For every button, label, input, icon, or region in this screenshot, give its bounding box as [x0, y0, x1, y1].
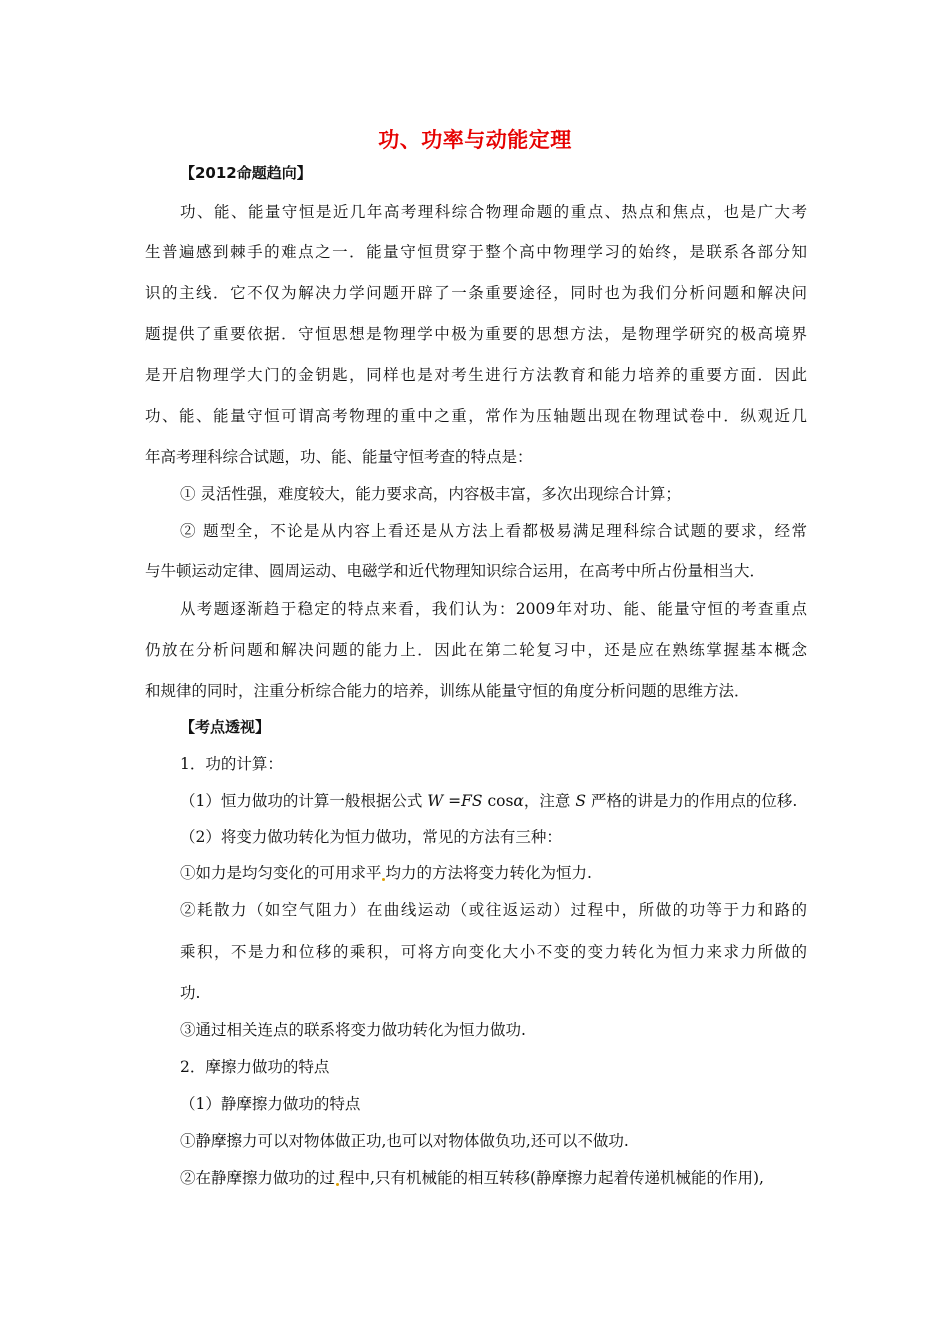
- feature-point-1: ① 灵活性强，难度较大，能力要求高，内容极丰富，多次出现综合计算；: [180, 485, 681, 503]
- item-text: 严格的讲是力的作用点的位移.: [585, 792, 798, 810]
- method-2-cont: 功.: [180, 984, 201, 1002]
- item-text: ，注意: [523, 792, 576, 810]
- method-2: ②耗散力（如空气阻力）在曲线运动（或往返运动）过程中，所做的功等于力和路的: [180, 901, 807, 919]
- item-variable-force: （2）将变力做功转化为恒力做功，常见的方法有三种：: [180, 828, 562, 846]
- paragraph-line: 从考题逐渐趋于稳定的特点来看，我们认为：2009年对功、能、能量守恒的考查重点: [180, 600, 807, 618]
- feature-point-2: ② 题型全，不论是从内容上看还是从方法上看都极易满足理科综合试题的要求，经常: [180, 522, 807, 540]
- section-heading-points: 【考点透视】: [180, 718, 271, 736]
- formula-work: W =FS: [427, 792, 483, 810]
- item-static-friction: （1）静摩擦力做功的特点: [180, 1095, 361, 1113]
- paragraph-line: 识的主线．它不仅为解决力学问题开辟了一条重要途径，同时也为我们分析问题和解决问: [145, 284, 807, 302]
- method-3: ③通过相关连点的联系将变力做功转化为恒力做功.: [180, 1021, 526, 1039]
- static-point-1: ①静摩擦力可以对物体做正功,也可以对物体做负功,还可以不做功.: [180, 1132, 629, 1150]
- paragraph-line: 年高考理科综合试题，功、能、能量守恒考查的特点是：: [145, 448, 533, 466]
- method-1: [180, 863, 592, 883]
- formula-cos: cos: [482, 792, 514, 810]
- feature-point-2-cont: 与牛顿运动定律、圆周运动、电磁学和近代物理知识综合运用，在高考中所占份量相当大．: [145, 562, 766, 580]
- method-text: ①如力是均匀变化的可用求平: [180, 864, 382, 882]
- paragraph-line: 和规律的同时，注重分析综合能力的培养，训练从能量守恒的角度分析问题的思维方法．: [145, 682, 750, 700]
- method-2-cont: 乘积，不是力和位移的乘积，可将方向变化大小不变的变力转化为恒力来求力所做的: [180, 943, 807, 961]
- method-text: 均力的方法将变力转化为恒力.: [385, 864, 592, 882]
- formula-alpha: α: [513, 792, 524, 810]
- symbol-s: S: [575, 792, 586, 810]
- static-text: 程中,只有机械能的相互转移(静摩擦力起着传递机械能的作用),: [339, 1169, 764, 1187]
- paragraph-line: 题提供了重要依据．守恒思想是物理学中极为重要的思想方法，是物理学研究的极高境界: [145, 325, 807, 343]
- paragraph-line: 是开启物理学大门的金钥匙，同样也是对考生进行方法教育和能力培养的重要方面．因此: [145, 366, 807, 384]
- paragraph-line: 功、能、能量守恒是近几年高考理科综合物理命题的重点、热点和焦点，也是广大考: [180, 203, 807, 221]
- paragraph-line: 生普遍感到棘手的难点之一．能量守恒贯穿于整个高中物理学习的始终，是联系各部分知: [145, 243, 807, 261]
- item-heading-work: 1．功的计算：: [180, 755, 283, 773]
- document-title: 功、功率与动能定理: [378, 128, 572, 152]
- static-text: ②在静摩擦力做功的过: [180, 1169, 336, 1187]
- paragraph-line: 功、能、能量守恒可谓高考物理的重中之重，常作为压轴题出现在物理试卷中．纵观近几: [145, 407, 807, 425]
- paragraph-line: 仍放在分析问题和解决问题的能力上．因此在第二轮复习中，还是应在熟练掌握基本概念: [145, 641, 807, 659]
- item-constant-force: [180, 791, 797, 811]
- section-heading-trend: 【2012命题趋向】: [180, 164, 312, 182]
- item-heading-friction: 2．摩擦力做功的特点: [180, 1058, 330, 1076]
- static-point-2: [180, 1168, 764, 1188]
- item-text: （1）恒力做功的计算一般根据公式: [180, 792, 428, 810]
